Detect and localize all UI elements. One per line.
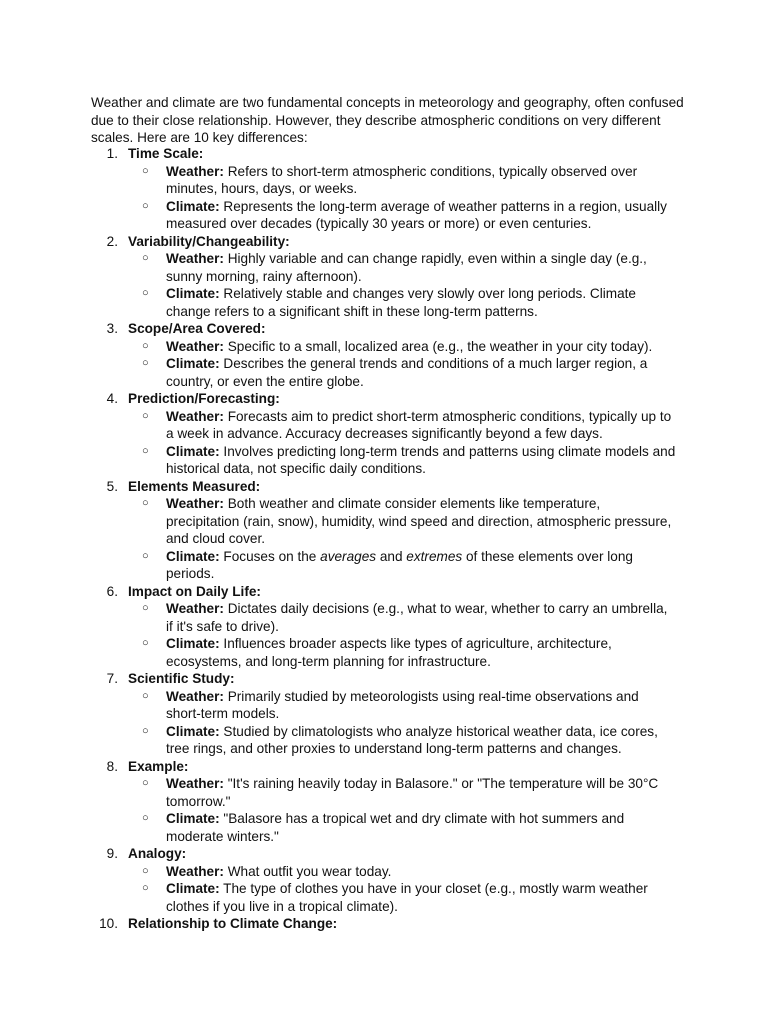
climate-point xyxy=(91,810,676,845)
climate-text: Relatively stable and changes very slowly over long periods. Climate change refers to a significant shift in these long-term patterns. xyxy=(166,286,636,319)
item-header xyxy=(91,915,691,933)
sub-list xyxy=(91,338,691,391)
sub-list xyxy=(91,863,691,916)
climate-point xyxy=(91,198,676,233)
list-item-daily-life xyxy=(91,583,691,671)
climate-label: Climate: xyxy=(166,723,220,739)
weather-label: Weather: xyxy=(166,163,224,179)
item-number: 6. xyxy=(106,583,118,599)
list-item-scientific-study xyxy=(91,670,691,758)
bullet-icon: ○ xyxy=(142,777,149,789)
item-heading: Relationship to Climate Change: xyxy=(128,916,338,931)
item-heading: Impact on Daily Life: xyxy=(128,583,261,599)
item-number: 8. xyxy=(106,758,118,774)
weather-text: What outfit you wear today. xyxy=(223,863,392,879)
weather-point xyxy=(91,495,676,548)
bullet-icon: ○ xyxy=(142,882,149,894)
item-header xyxy=(91,320,691,338)
sub-list xyxy=(91,775,691,845)
item-header xyxy=(91,758,691,776)
list-item-prediction xyxy=(91,390,691,478)
climate-point xyxy=(91,548,676,583)
item-heading: Prediction/Forecasting: xyxy=(128,391,280,406)
list-item-climate-change xyxy=(91,915,691,933)
item-heading: Elements Measured: xyxy=(128,478,261,494)
weather-text: Highly variable and can change rapidly, even within a single day (e.g., sunny morning, rainy afternoon). xyxy=(166,251,647,284)
weather-label: Weather: xyxy=(166,251,224,266)
climate-label: Climate: xyxy=(166,548,220,564)
bullet-icon: ○ xyxy=(142,549,149,562)
weather-label: Weather: xyxy=(166,688,224,704)
item-number: 7. xyxy=(106,671,118,686)
sub-list xyxy=(91,250,691,320)
item-number: 10. xyxy=(99,916,118,931)
list-item-scope xyxy=(91,320,691,390)
sub-list xyxy=(91,688,691,758)
weather-text: "It's raining heavily today in Balasore." or "The temperature will be 30°C tomorrow." xyxy=(166,776,659,809)
item-header xyxy=(91,670,691,688)
weather-label: Weather: xyxy=(166,496,224,511)
item-header xyxy=(91,478,691,496)
bullet-icon: ○ xyxy=(142,164,149,177)
climate-text: Represents the long-term average of weather patterns in a region, usually measured over decades (typically 30 years or more) or even centuries. xyxy=(166,198,667,231)
bullet-icon: ○ xyxy=(142,689,149,702)
weather-text: Forecasts aim to predict short-term atmospheric conditions, typically up to a week in advance. Accuracy decreases significantly beyond a few days. xyxy=(166,408,672,441)
list-item-time-scale xyxy=(91,145,691,233)
item-number: 3. xyxy=(106,321,118,336)
bullet-icon: ○ xyxy=(142,444,149,457)
bullet-icon: ○ xyxy=(142,864,149,877)
bullet-icon: ○ xyxy=(142,409,149,422)
item-number: 9. xyxy=(106,846,118,861)
item-heading: Scope/Area Covered: xyxy=(128,321,266,336)
climate-text: of these elements over long periods. xyxy=(166,548,633,581)
sub-list xyxy=(91,600,691,670)
weather-text: Refers to short-term atmospheric conditions, typically observed over minutes, hours, days, or weeks. xyxy=(166,163,638,196)
weather-point xyxy=(91,600,676,635)
intro-paragraph: Weather and climate are two fundamental concepts in meteorology and geography, often confused due to their close relationship. However, they describe atmospheric conditions on very different scales. Here are 10 key differences: xyxy=(91,95,684,145)
climate-point xyxy=(91,635,676,670)
climate-point xyxy=(91,443,676,478)
list-item-elements xyxy=(91,478,691,583)
climate-label: Climate: xyxy=(166,286,220,301)
climate-text: The type of clothes you have in your closet (e.g., mostly warm weather clothes if you live in a tropical climate). xyxy=(166,881,648,914)
climate-label: Climate: xyxy=(166,356,220,371)
item-header xyxy=(91,233,691,251)
item-heading: Scientific Study: xyxy=(128,671,235,686)
differences-list xyxy=(91,145,691,933)
climate-point xyxy=(91,880,676,915)
climate-label: Climate: xyxy=(166,198,220,214)
climate-point xyxy=(91,285,676,320)
weather-point xyxy=(91,338,676,356)
item-header xyxy=(91,390,691,408)
weather-text: Primarily studied by meteorologists using real-time observations and short-term models. xyxy=(166,688,639,721)
climate-text: Influences broader aspects like types of agriculture, architecture, ecosystems, and long-term planning for infrastructure. xyxy=(166,636,612,669)
list-item-example xyxy=(91,758,691,846)
list-item-variability xyxy=(91,233,691,321)
weather-label: Weather: xyxy=(166,601,224,616)
bullet-icon: ○ xyxy=(142,637,149,649)
climate-text: Involves predicting long-term trends and patterns using climate models and historical data, not specific daily conditions. xyxy=(166,443,676,476)
item-number: 4. xyxy=(106,391,118,406)
bullet-icon: ○ xyxy=(142,339,149,352)
bullet-icon: ○ xyxy=(142,252,149,264)
item-heading: Analogy: xyxy=(128,846,187,861)
bullet-icon: ○ xyxy=(142,602,149,614)
sub-list xyxy=(91,408,691,478)
weather-point xyxy=(91,688,676,723)
sub-list xyxy=(91,163,691,233)
bullet-icon: ○ xyxy=(142,724,149,737)
weather-point xyxy=(91,863,676,881)
weather-label: Weather: xyxy=(166,863,224,879)
item-heading: Example: xyxy=(128,758,189,774)
climate-label: Climate: xyxy=(166,881,220,896)
list-item-analogy xyxy=(91,845,691,915)
bullet-icon: ○ xyxy=(142,199,149,212)
bullet-icon: ○ xyxy=(142,812,149,824)
climate-text: Describes the general trends and conditions of a much larger region, a country, or even the entire globe. xyxy=(166,356,648,389)
item-header xyxy=(91,583,691,601)
item-number: 1. xyxy=(106,146,118,161)
climate-point xyxy=(91,355,676,390)
climate-point xyxy=(91,723,676,758)
weather-label: Weather: xyxy=(166,776,224,791)
climate-text: Focuses on the xyxy=(219,548,321,564)
climate-label: Climate: xyxy=(166,636,220,651)
weather-point xyxy=(91,775,676,810)
climate-label: Climate: xyxy=(166,443,220,459)
weather-point xyxy=(91,250,676,285)
weather-label: Weather: xyxy=(166,338,224,354)
climate-emphasis-extremes: extremes xyxy=(406,548,463,564)
weather-point xyxy=(91,408,676,443)
item-heading: Time Scale: xyxy=(128,146,204,161)
bullet-icon: ○ xyxy=(142,287,149,299)
item-number: 5. xyxy=(106,478,118,494)
climate-text: and xyxy=(376,548,407,564)
weather-text: Specific to a small, localized area (e.g., the weather in your city today). xyxy=(223,338,653,354)
item-number: 2. xyxy=(106,233,118,249)
weather-point xyxy=(91,163,676,198)
bullet-icon: ○ xyxy=(142,497,149,509)
weather-label: Weather: xyxy=(166,408,224,424)
climate-emphasis-averages: averages xyxy=(320,548,377,564)
climate-label: Climate: xyxy=(166,811,220,826)
bullet-icon: ○ xyxy=(142,357,149,369)
weather-text: Dictates daily decisions (e.g., what to wear, whether to carry an umbrella, if it's safe to drive). xyxy=(166,601,668,634)
weather-text: Both weather and climate consider elements like temperature, precipitation (rain, snow), humidity, wind speed and direction, atmospheric pressure, and cloud cover. xyxy=(166,496,672,546)
item-header xyxy=(91,145,691,163)
item-heading: Variability/Changeability: xyxy=(128,233,290,249)
climate-text: "Balasore has a tropical wet and dry climate with hot summers and moderate winters." xyxy=(166,811,625,844)
climate-text: Studied by climatologists who analyze historical weather data, ice cores, tree rings, and other proxies to understand long-term patterns and changes. xyxy=(166,723,658,756)
sub-list xyxy=(91,495,691,583)
item-header xyxy=(91,845,691,863)
